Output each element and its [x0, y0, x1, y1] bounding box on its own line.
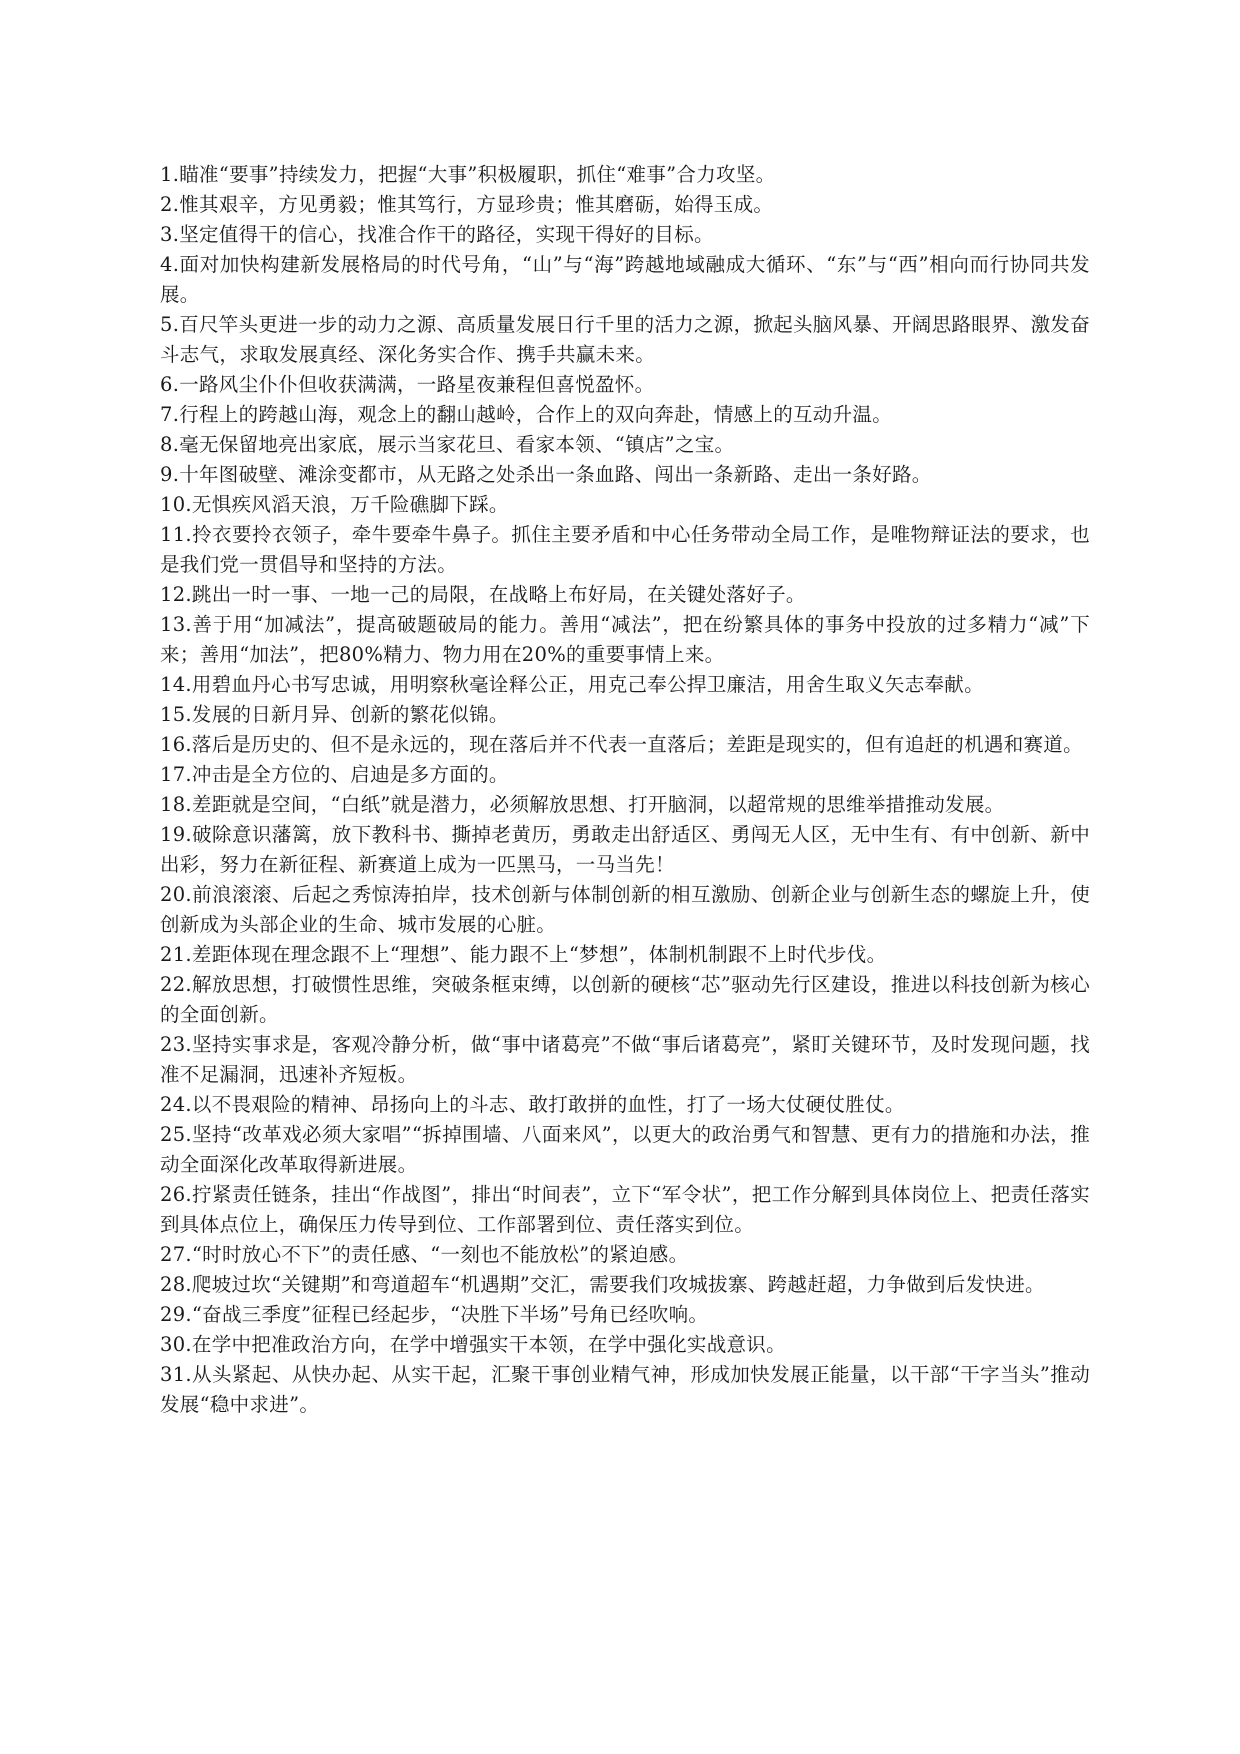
list-item: 18.差距就是空间，“白纸”就是潜力，必须解放思想、打开脑洞，以超常规的思维举措推动发展。 [160, 793, 1005, 816]
list-item: 12.跳出一时一事、一地一己的局限，在战略上布好局，在关键处落好子。 [160, 583, 806, 606]
list-item: 1.瞄准“要事”持续发力，把握“大事”积极履职，抓住“难事”合力攻坚。 [160, 163, 776, 186]
list-item: 10.无惧疾风滔天浪，万千险礁脚下踩。 [160, 493, 509, 516]
list-item: 24.以不畏艰险的精神、昂扬向上的斗志、敢打敢拼的血性，打了一场大仗硬仗胜仗。 [160, 1093, 905, 1116]
list-item: 14.用碧血丹心书写忠诚，用明察秋毫诠释公正，用克己奉公捍卫廉洁，用舍生取义矢志奉献。 [160, 673, 984, 696]
list-item: 21.差距体现在理念跟不上“理想”、能力跟不上“梦想”，体制机制跟不上时代步伐。 [160, 943, 887, 966]
list-item: 19.破除意识藩篱，放下教科书、撕掉老黄历，勇敢走出舒适区、勇闯无人区，无中生有、有中创新、新中出彩，努力在新征程、新赛道上成为一匹黑马，一马当先！ [160, 823, 1090, 876]
list-item: 7.行程上的跨越山海，观念上的翻山越岭，合作上的双向奔赴，情感上的互动升温。 [160, 403, 893, 426]
list-item: 20.前浪滚滚、后起之秀惊涛拍岸，技术创新与体制创新的相互激励、创新企业与创新生态的螺旋上升，使创新成为头部企业的生命、城市发展的心脏。 [160, 883, 1090, 936]
list-item: 25.坚持“改革戏必须大家唱”“拆掉围墙、八面来风”，以更大的政治勇气和智慧、更有力的措施和办法，推动全面深化改革取得新进展。 [160, 1123, 1090, 1176]
list-item: 15.发展的日新月异、创新的繁花似锦。 [160, 703, 509, 726]
list-item: 22.解放思想，打破惯性思维，突破条框束缚，以创新的硬核“芯”驱动先行区建设，推进以科技创新为核心的全面创新。 [160, 973, 1090, 1026]
list-item: 11.拎衣要拎衣领子，牵牛要牵牛鼻子。抓住主要矛盾和中心任务带动全局工作，是唯物辩证法的要求，也是我们党一贯倡导和坚持的方法。 [160, 523, 1090, 576]
list-item: 26.拧紧责任链条，挂出“作战图”，排出“时间表”，立下“军令状”，把工作分解到具体岗位上、把责任落实到具体点位上，确保压力传导到位、工作部署到位、责任落实到位。 [160, 1183, 1090, 1236]
list-item: 23.坚持实事求是，客观冷静分析，做“事中诸葛亮”不做“事后诸葛亮”，紧盯关键环节，及时发现问题，找准不足漏洞，迅速补齐短板。 [160, 1033, 1090, 1086]
list-item: 9.十年图破壁、滩涂变都市，从无路之处杀出一条血路、闯出一条新路、走出一条好路。 [160, 463, 932, 486]
list-item: 28.爬坡过坎“关键期”和弯道超车“机遇期”交汇，需要我们攻城拔寨、跨越赶超，力争做到后发快进。 [160, 1273, 1045, 1296]
list-item: 30.在学中把准政治方向，在学中增强实干本领，在学中强化实战意识。 [160, 1333, 786, 1356]
list-item: 4.面对加快构建新发展格局的时代号角，“山”与“海”跨越地域融成大循环、“东”与“西”相向而行协同共发展。 [160, 253, 1090, 306]
list-item: 2.惟其艰辛，方见勇毅；惟其笃行，方显珍贵；惟其磨砺，始得玉成。 [160, 193, 774, 216]
list-item: 6.一路风尘仆仆但收获满满，一路星夜兼程但喜悦盈怀。 [160, 373, 655, 396]
list-item: 3.坚定值得干的信心，找准合作干的路径，实现干得好的目标。 [160, 223, 714, 246]
list-item: 13.善于用“加减法”，提高破题破局的能力。善用“减法”，把在纷繁具体的事务中投放的过多精力“减”下来；善用“加法”，把80%精力、物力用在20%的重要事情上来。 [160, 613, 1090, 666]
list-item: 27.“时时放心不下”的责任感、“一刻也不能放松”的紧迫感。 [160, 1243, 689, 1266]
list-item: 17.冲击是全方位的、启迪是多方面的。 [160, 763, 509, 786]
list-item: 16.落后是历史的、但不是永远的，现在落后并不代表一直落后；差距是现实的，但有追赶的机遇和赛道。 [160, 733, 1083, 756]
list-item: 29.“奋战三季度”征程已经起步，“决胜下半场”号角已经吹响。 [160, 1303, 709, 1326]
list-item: 8.毫无保留地亮出家底，展示当家花旦、看家本领、“镇店”之宝。 [160, 433, 735, 456]
list-item: 31.从头紧起、从快办起、从实干起，汇聚干事创业精气神，形成加快发展正能量，以干部“干字当头”推动发展“稳中求进”。 [160, 1363, 1090, 1416]
phrase-list [160, 160, 1090, 1420]
list-item: 5.百尺竿头更进一步的动力之源、高质量发展日行千里的活力之源，掀起头脑风暴、开阔思路眼界、激发奋斗志气，求取发展真经、深化务实合作、携手共赢未来。 [160, 313, 1091, 366]
